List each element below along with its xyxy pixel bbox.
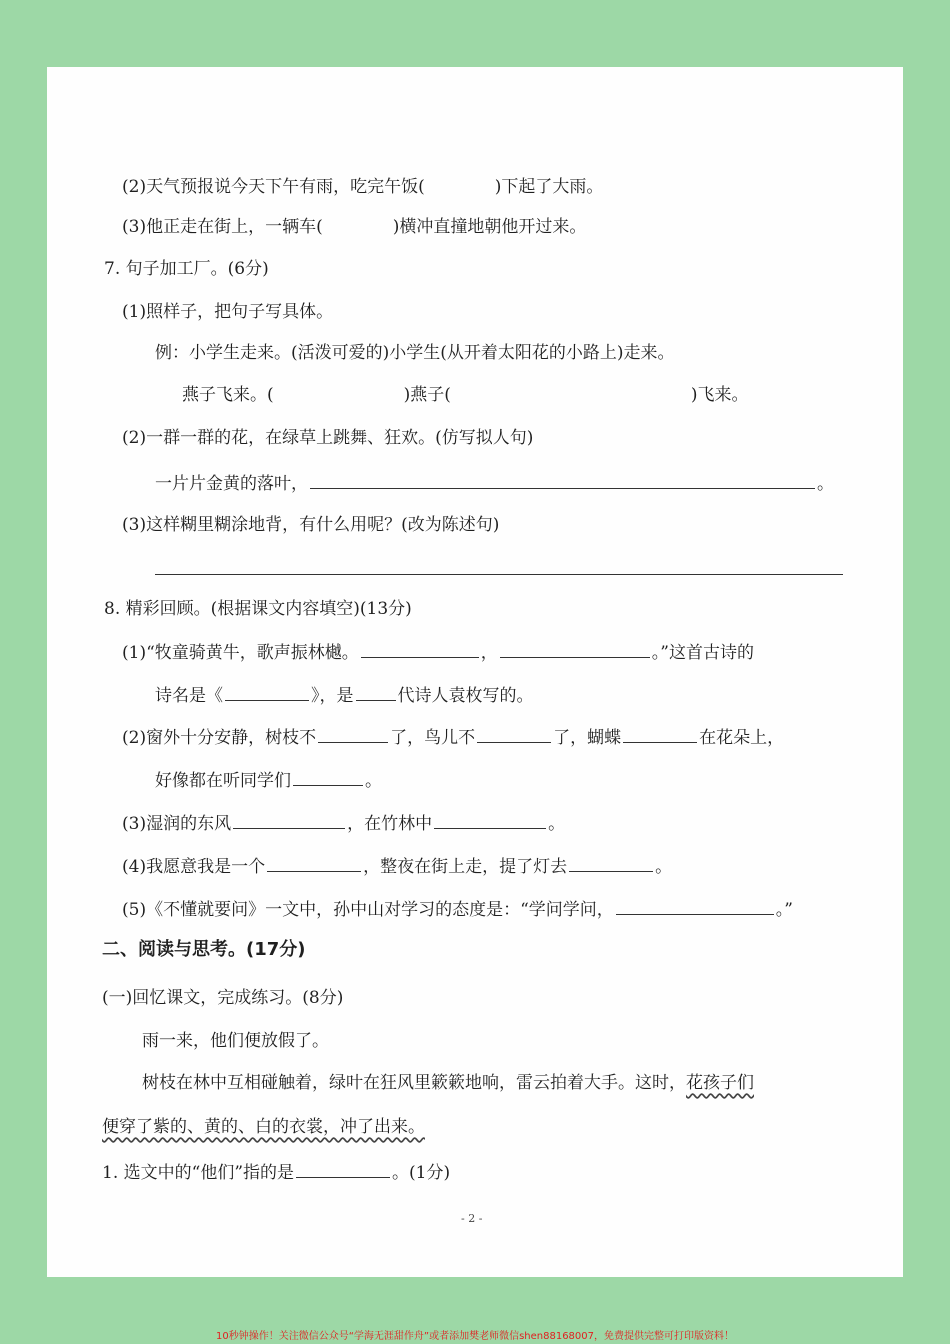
q8-p3-b: ，在竹林中 — [347, 814, 433, 834]
q8-p3-c: 。 — [548, 814, 566, 834]
q8-p1-dynasty-blank[interactable] — [356, 682, 396, 701]
q8-part4 — [122, 853, 672, 879]
q7-p2-end: 。 — [817, 474, 834, 494]
q8-part2-line2 — [155, 767, 382, 793]
q8-p2-blank-2[interactable] — [477, 724, 551, 743]
q8-p5-blank[interactable] — [616, 896, 774, 915]
q8-p2-e: 好像都在听同学们 — [155, 771, 291, 791]
q6-s3-before: (3)他正走在街上，一辆车( — [122, 217, 323, 237]
q8-p1-a: (1)“牧童骑黄牛，歌声振林樾。 — [122, 643, 359, 663]
q8-p3-blank-2[interactable] — [434, 810, 546, 829]
q8-p4-a: (4)我愿意我是一个 — [122, 857, 266, 877]
q7-part2-exercise — [155, 470, 834, 496]
q7-p1-a: 燕子飞来。( — [182, 385, 274, 405]
q8-p1-b: ， — [480, 643, 498, 663]
q8-p4-b: ，整夜在街上走，提了灯去 — [363, 857, 568, 877]
section-2-sub-1: (一)回忆课文，完成练习。(8分) — [102, 988, 344, 1008]
q8-part3 — [122, 810, 565, 836]
q7-title: 7. 句子加工厂。(6分) — [104, 259, 269, 279]
q8-p5-b: 。” — [775, 900, 793, 920]
q8-p2-b: 了，鸟儿不 — [390, 728, 476, 748]
q6-s3-after: )横冲直撞地朝他开过来。 — [392, 217, 587, 237]
q8-p2-f: 。 — [365, 771, 382, 791]
q8-part1-line2 — [155, 682, 534, 708]
q8-p1-c: 。”这首古诗的 — [651, 643, 754, 663]
q8-p2-d: 在花朵上， — [699, 728, 785, 748]
passage-line-2-text: 树枝在林中互相碰触着，绿叶在狂风里簌簌地响，雷云拍着大手。这时， — [142, 1073, 686, 1093]
passage-line-3: 便穿了紫的、黄的、白的衣裳，冲了出来。 — [102, 1117, 425, 1137]
reading-q1-text: 1. 选文中的“他们”指的是 — [102, 1163, 295, 1183]
q8-p1-poem-title-blank[interactable] — [225, 682, 309, 701]
promo-footer: 10秒钟操作！关注微信公众号“学海无涯甜作舟”或者添加樊老师微信shen88168007，免费提供完整可打印版资料！ — [215, 1331, 735, 1342]
reading-question-1 — [102, 1159, 450, 1185]
q8-p1-blank-2[interactable] — [500, 639, 650, 658]
q8-part1-line1 — [122, 639, 754, 665]
q8-p2-blank-3[interactable] — [623, 724, 697, 743]
q7-p3-answer-line[interactable] — [155, 574, 843, 575]
q7-part3-label: (3)这样糊里糊涂地背，有什么用呢？(改为陈述句) — [122, 515, 500, 535]
q8-p2-c: 了，蝴蝶 — [553, 728, 622, 748]
q7-p2-start: 一片片金黄的落叶， — [155, 474, 308, 494]
q7-p1-b: )燕子( — [403, 385, 451, 405]
passage-line-2 — [142, 1071, 754, 1095]
q8-p4-c: 。 — [655, 857, 673, 877]
section-2-title: 二、阅读与思考。(17分) — [102, 939, 306, 960]
q8-p2-blank-4[interactable] — [293, 767, 363, 786]
q7-example: 例：小学生走来。(活泼可爱的)小学生(从开着太阳花的小路上)走来。 — [155, 343, 675, 363]
q7-p2-answer-line[interactable] — [310, 470, 815, 489]
worksheet-page — [47, 67, 903, 1277]
q6-sentence-3 — [122, 215, 586, 239]
reading-q1-score: 。(1分) — [392, 1163, 451, 1183]
q8-p2-a: (2)窗外十分安静，树枝不 — [122, 728, 317, 748]
q8-p4-blank-2[interactable] — [569, 853, 653, 872]
q8-p1-d: 诗名是《 — [155, 686, 223, 706]
passage-highlight-start: 花孩子们 — [686, 1073, 754, 1093]
q6-s2-after: )下起了大雨。 — [494, 177, 604, 197]
q7-part1-exercise — [182, 383, 749, 407]
q8-p3-a: (3)湿润的东风 — [122, 814, 232, 834]
q8-part2-line1 — [122, 724, 784, 750]
q8-title: 8. 精彩回顾。(根据课文内容填空)(13分) — [104, 599, 412, 619]
q8-p3-blank-1[interactable] — [233, 810, 345, 829]
q7-part2-label: (2)一群一群的花，在绿草上跳舞、狂欢。(仿写拟人句) — [122, 428, 534, 448]
q8-p1-f: 代诗人袁枚写的。 — [397, 686, 534, 706]
q8-part5 — [122, 896, 793, 922]
q7-part1-label: (1)照样子，把句子写具体。 — [122, 302, 334, 322]
page-number: - 2 - — [461, 1212, 483, 1225]
q6-s2-before: (2)天气预报说今天下午有雨，吃完午饭( — [122, 177, 425, 197]
passage-line-1: 雨一来，他们便放假了。 — [142, 1031, 329, 1051]
q7-p1-c: )飞来。 — [690, 385, 749, 405]
q8-p1-blank-1[interactable] — [361, 639, 479, 658]
q8-p4-blank-1[interactable] — [267, 853, 361, 872]
reading-q1-blank[interactable] — [296, 1159, 390, 1178]
q8-p1-e: 》，是 — [311, 686, 354, 706]
q8-p2-blank-1[interactable] — [318, 724, 388, 743]
q8-p5-a: (5)《不懂就要问》一文中，孙中山对学习的态度是：“学问学问， — [122, 900, 614, 920]
q6-sentence-2 — [122, 175, 603, 199]
